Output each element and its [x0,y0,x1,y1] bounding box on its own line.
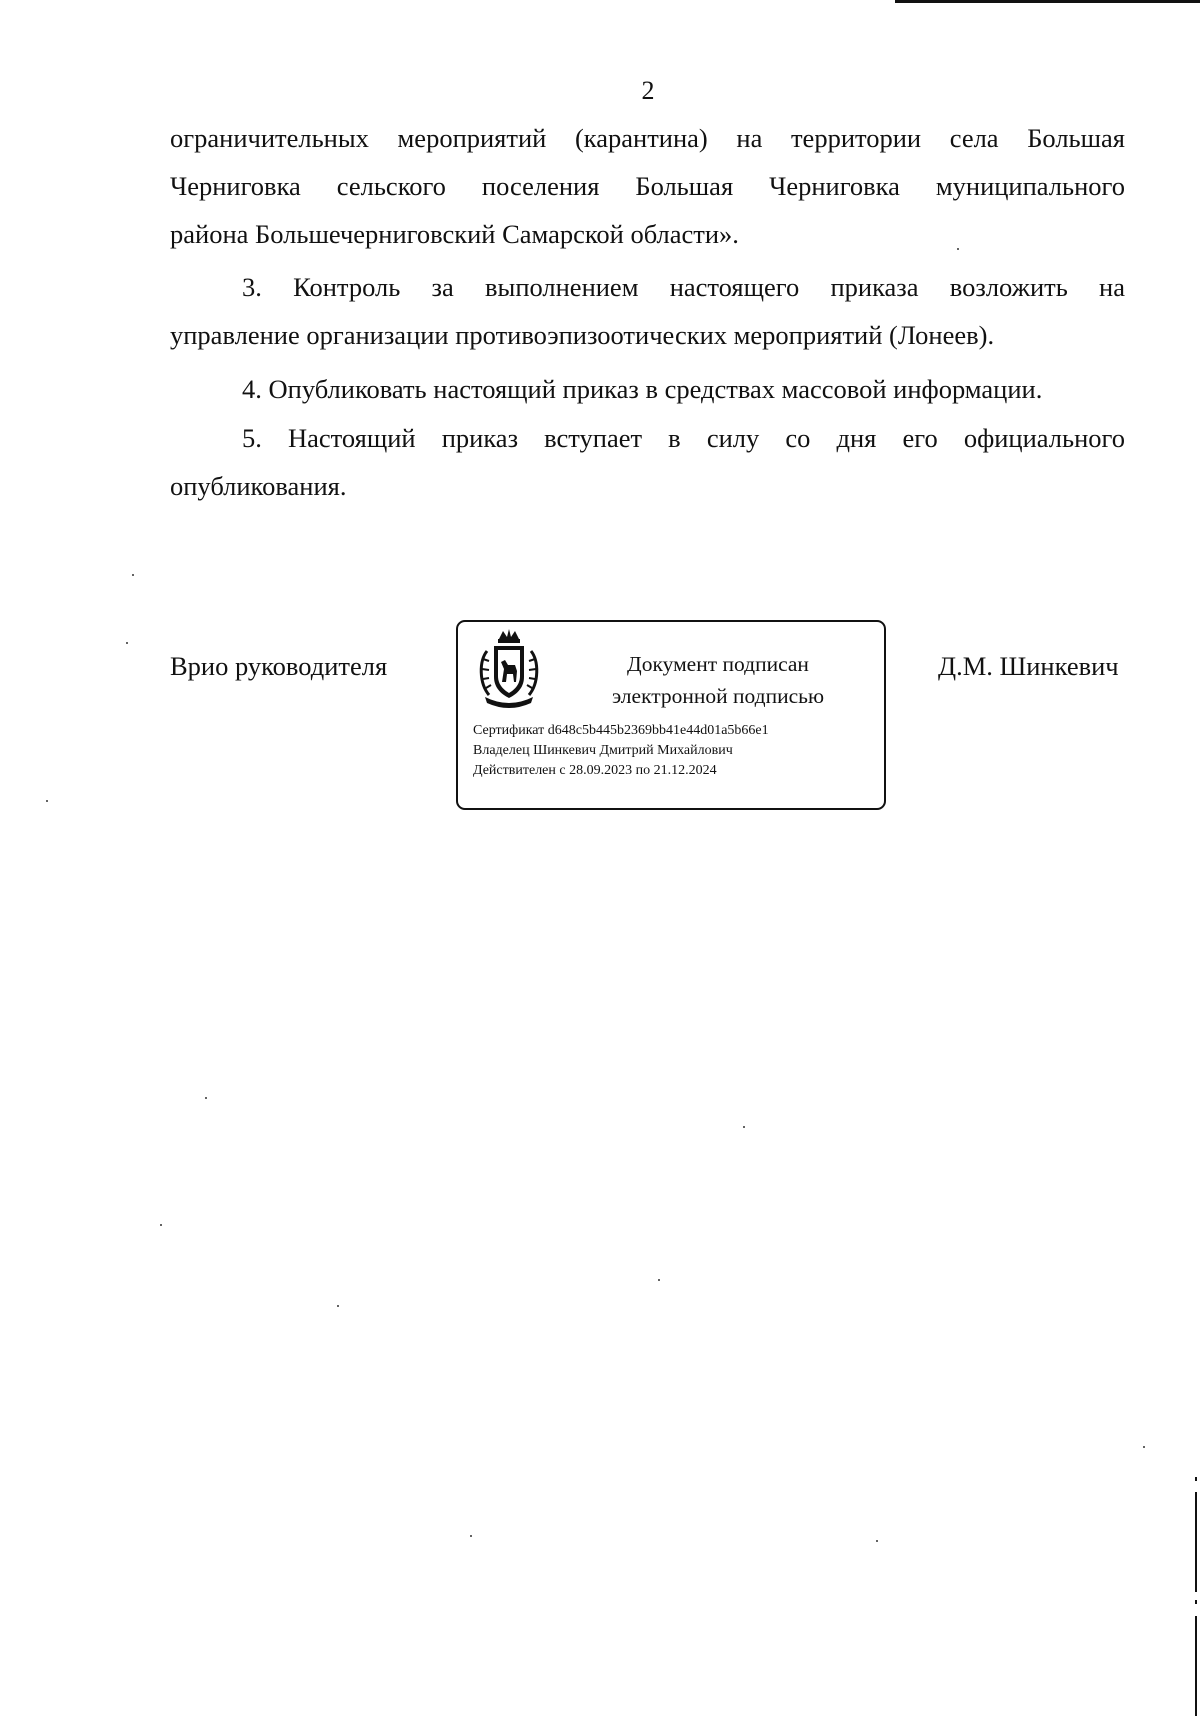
paragraph-item-5 [170,414,1125,510]
scan-speck [205,1097,207,1099]
certificate-validity: Действителен с 28.09.2023 по 21.12.2024 [473,763,717,778]
certificate-owner: Владелец Шинкевич Дмитрий Михайлович [473,743,733,758]
electronic-signature-stamp [456,620,886,810]
scan-edge-mark [1195,1477,1197,1481]
text-line: управление организации противоэпизоотических мероприятий (Лонеев). [170,320,995,350]
paragraph-item-3 [170,263,1125,359]
scan-edge-mark [1195,1600,1197,1604]
paragraph-item-4 [170,365,1125,413]
stamp-title-line: Документ подписан [627,652,809,676]
stamp-title-line: электронной подписью [611,684,825,708]
signatory-name: Д.М. Шинкевич [938,651,1119,681]
scan-speck [743,1126,745,1128]
text-line: опубликования. [170,471,347,501]
scan-speck [1143,1446,1145,1448]
text-line: 5. Настоящий приказ вступает в силу со дня его официального [242,423,1125,453]
scan-speck [658,1279,660,1281]
scan-edge-mark [1195,1492,1197,1592]
scan-speck [160,1224,162,1226]
page-number: 2 [641,76,655,105]
text-line: района Большечерниговский Самарской области». [170,219,739,249]
text-line: Черниговка сельского поселения Большая Черниговка муниципального [170,171,1125,201]
top-edge-rule [895,0,1200,3]
text-line: 3. Контроль за выполнением настоящего приказа возложить на [242,272,1125,302]
text-line: 4. Опубликовать настоящий приказ в средствах массовой информации. [242,374,1043,404]
paragraph-continuation [170,114,1125,258]
signatory-position: Врио руководителя [170,651,388,681]
stamp-details [473,721,769,781]
scan-speck [470,1535,472,1537]
certificate-number: Сертификат d648c5b445b2369bb41e44d01a5b66e1 [473,723,769,738]
stamp-title [568,648,868,712]
text-line: ограничительных мероприятий (карантина) на территории села Большая [170,123,1125,153]
scan-speck [46,800,48,802]
scan-edge-mark [1195,1616,1197,1716]
scan-speck [337,1305,339,1307]
scan-speck [132,574,134,576]
scan-speck [957,248,959,250]
scan-speck [126,642,128,644]
scan-speck [876,1540,878,1542]
samara-region-coat-of-arms-icon [473,627,545,709]
